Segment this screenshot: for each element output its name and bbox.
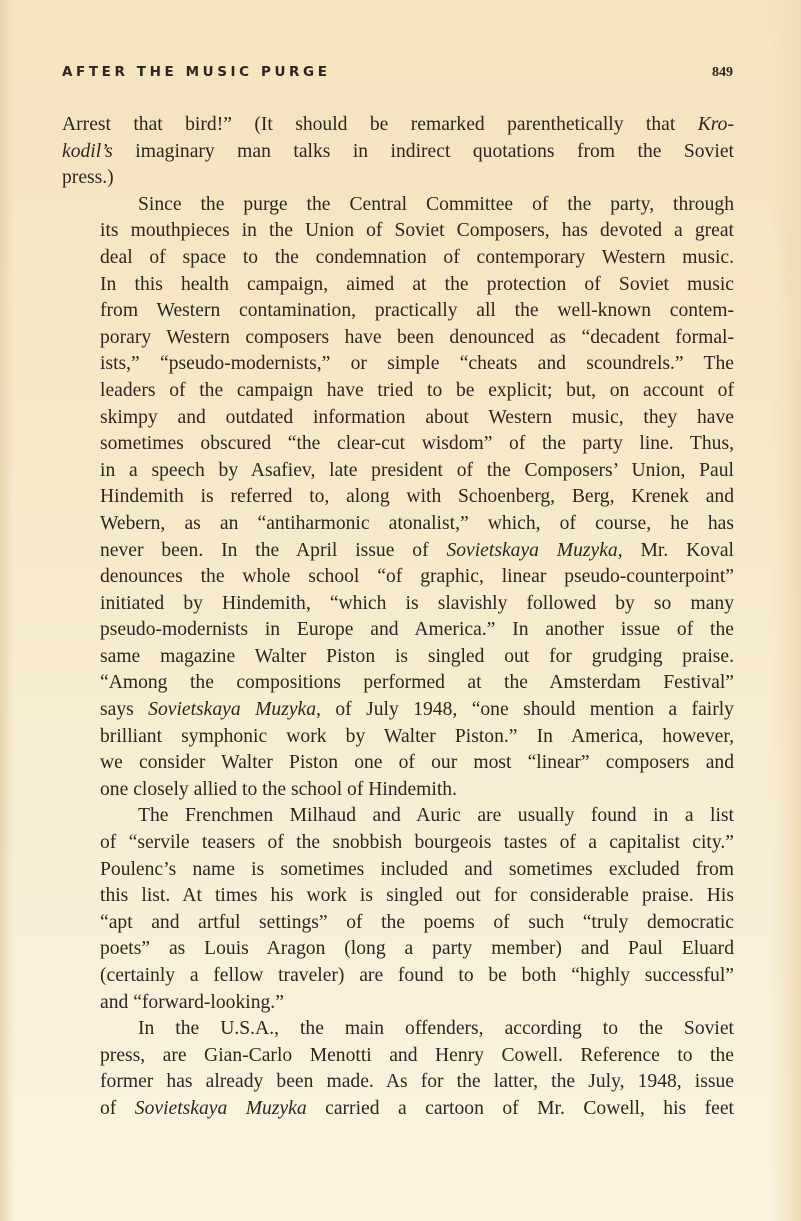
text-line: Since the purge the Central Committee of the party, through	[138, 193, 734, 215]
text-line: in a speech by Asafiev, late president of the Composers’ Union, Paul	[100, 459, 734, 481]
text-line: The Frenchmen Milhaud and Auric are usually found in a list	[138, 805, 734, 827]
text-line: says Sovietskaya Muzyka, of July 1948, “one should mention a fairly	[100, 699, 734, 721]
text-line: Poulenc’s name is sometimes included and sometimes excluded from	[100, 858, 734, 880]
text-line: ists,” “pseudo-modernists,” or simple “cheats and scoundrels.” The	[100, 353, 734, 375]
text-line: one closely allied to the school of Hindemith.	[100, 778, 457, 800]
text-line: deal of space to the condemnation of contemporary Western music.	[100, 246, 734, 268]
text-line: leaders of the campaign have tried to be explicit; but, on account of	[100, 379, 734, 401]
text-line: of “servile teasers of the snobbish bourgeois tastes of a capitalist city.”	[100, 832, 734, 854]
text-line: Webern, as an “antiharmonic atonalist,” which, of course, he has	[100, 512, 734, 534]
page-number: 849	[712, 65, 733, 80]
text-line: denounces the whole school “of graphic, linear pseudo-counterpoint”	[100, 566, 734, 588]
running-head	[62, 64, 735, 81]
text-line: former has already been made. As for the latter, the July, 1948, issue	[100, 1071, 734, 1093]
text-line: sometimes obscured “the clear-cut wisdom” of the party line. Thus,	[100, 433, 734, 455]
text-line: “apt and artful settings” of the poems of such “truly democratic	[100, 911, 734, 933]
text-line: initiated by Hindemith, “which is slavishly followed by so many	[100, 592, 734, 614]
text-line: skimpy and outdated information about Western music, they have	[100, 406, 734, 428]
text-line: porary Western composers have been denounced as “decadent formal-	[100, 326, 734, 348]
paragraph	[62, 192, 734, 804]
page-gutter-shadow	[0, 0, 14, 1221]
text-line: Arrest that bird!” (It should be remarked parenthetically that Kro-	[62, 114, 734, 135]
text-line: Hindemith is referred to, along with Schoenberg, Berg, Krenek and	[100, 486, 734, 508]
italic-title: Sovietskaya Muzyka	[134, 1097, 307, 1119]
text-line: from Western contamination, practically all the well-known contem-	[100, 300, 734, 322]
italic-title: Sovietskaya Muzyka,	[446, 539, 623, 561]
running-title: AFTER THE MUSIC PURGE	[62, 64, 331, 80]
paragraph	[62, 803, 734, 1016]
italic-title: Sovietskaya Muzyka,	[148, 699, 321, 721]
text-line: same magazine Walter Piston is singled out for grudging praise.	[100, 645, 734, 667]
text-line: In this health campaign, aimed at the protection of Soviet music	[100, 273, 734, 295]
italic-title: Kro-	[697, 114, 734, 135]
text-line: of Sovietskaya Muzyka carried a cartoon of Mr. Cowell, his feet	[100, 1097, 734, 1119]
text-line: and “forward-looking.”	[100, 991, 284, 1013]
text-line: press.)	[62, 167, 114, 189]
text-line: “Among the compositions performed at the Amsterdam Festival”	[100, 672, 734, 694]
text-line: poets” as Louis Aragon (long a party member) and Paul Eluard	[100, 938, 734, 960]
text-line: kodil’s imaginary man talks in indirect quotations from the Soviet	[62, 140, 734, 162]
body-text	[62, 112, 734, 1123]
paragraph	[62, 112, 734, 192]
text-line: this list. At times his work is singled out for considerable praise. His	[100, 885, 734, 907]
text-line: we consider Walter Piston one of our most “linear” composers and	[100, 752, 734, 774]
text-line: never been. In the April issue of Sovietskaya Muzyka, Mr. Koval	[100, 539, 735, 561]
italic-title: kodil’s	[62, 140, 113, 162]
text-line: pseudo-modernists in Europe and America.” In another issue of the	[100, 619, 734, 641]
text-line: In the U.S.A., the main offenders, according to the Soviet	[138, 1018, 734, 1040]
text-line: brilliant symphonic work by Walter Piston.” In America, however,	[100, 725, 734, 747]
page-edge-shadow	[771, 0, 801, 1221]
text-line: press, are Gian-Carlo Menotti and Henry Cowell. Reference to the	[100, 1044, 734, 1066]
paragraph	[62, 1016, 734, 1122]
text-line: (certainly a fellow traveler) are found to be both “highly successful”	[100, 965, 734, 986]
text-line: its mouthpieces in the Union of Soviet Composers, has devoted a great	[100, 220, 734, 242]
